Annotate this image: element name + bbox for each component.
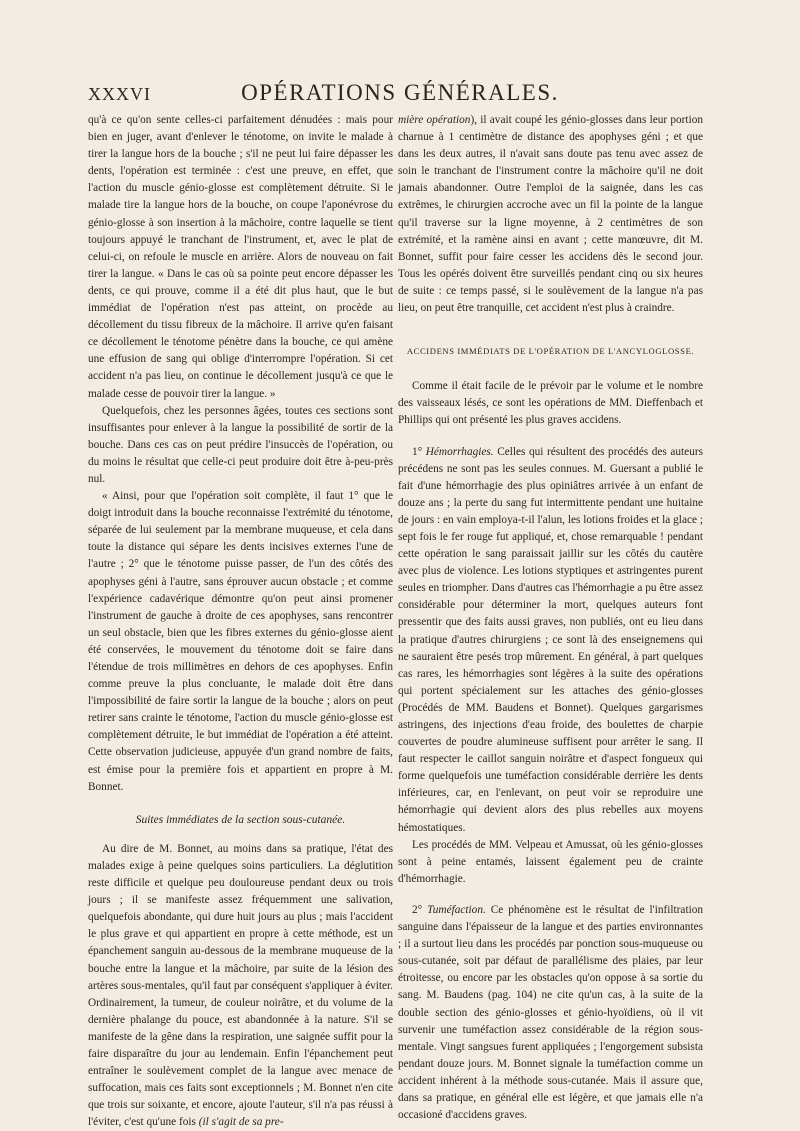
left-column [88,112,393,1131]
paragraph: Comme il était facile de le prévoir par le volume et le nombre des vaisseaux lésés, ce sont les opérations de MM. Dieffenbach et Phillips qui ont présenté les plus graves accidens. [398,380,703,427]
paragraph [398,444,703,837]
right-column [398,112,703,1124]
item-title: Tuméfaction. [427,903,486,916]
paragraph-text: Au dire de M. Bonnet, au moins dans sa pratique, l'état des malades exige à peine quelques soins particuliers. La déglutition reste difficile et quelque peu douloureuse pendant deux ou trois jours ; il se manifeste assez fréquemment une salivation, quelquefois abondante, qui dure huit jours au plus ; mais l'accident le plus grave et qui appartient en propre à cette méthode, est un épanchement sanguin au-dessous de la membrane muqueuse de la bouche entre la langue et la mâchoire, par suite de la lésion des artères sous-mentales, qu'il faut par conséquent s'appliquer à éviter. Ordinairement, la tumeur, de couleur noirâtre, et du volume de la dernière phalange du pouce, est abandonnée à la nature. S'il se manifeste de la gêne dans la respiration, une saignée suffit pour la faire disparaître du jour au lendemain. Enfin l'épanchement peut entraîner le soulèvement complet de la langue avec menace de suffocation, mais ces faits sont exceptionnels ; M. Bonnet n'en cite que trois sur soixante, et encore, ajoute l'auteur, s'il n'a pas réussi à l'éviter, c'est qu'une fois [88,842,393,1129]
paragraph [398,902,703,1124]
paragraph-text: ), il avait coupé les génio-glosses dans leur portion charnue à 1 centimètre de distance des apophyses géni ; et que dans les deux autres, il n'avait sans doute pas tenu avec assez de soin le tranchant de l'instrument contre la mâchoire qu'il ne doit jamais abandonner. Outre l'emploi de la saignée, dans les cas extrêmes, le chirurgien accroche avec un fil la pointe de la langue qu'il traverse sur la ligne moyenne, à 2 centimètres de son extrémité, et la ramène ainsi en avant ; cette manœuvre, dit M. Bonnet, suffit pour faire cesser les accidens dès le second jour. Tous les opérés doivent être surveillés pendant cinq ou six heures de suite : ce temps passé, si le soulèvement de la langue n'a pas lieu, on peut être tranquille, cet accident n'est plus à craindre. [398,114,703,315]
section-heading: ACCIDENS IMMÉDIATS DE L'OPÉRATION DE L'ANCYLOGLOSSE. [406,346,695,357]
paragraph: qu'à ce qu'on sente celles-ci parfaitement dénudées : mais pour bien en juger, avant d'enlever le ténotome, on invite le malade à tirer la langue hors de la bouche ; s'il ne peut lui faire dépasser les dents, l'opération est terminée : c'est une preuve, en effet, que l'action du muscle génio-glosse est complètement détruite. Si le malade tire la langue hors de la bouche, on coupe l'aponévrose du génio-glosse à son insertion à la mâchoire, contre laquelle se tient toujours appuyé le tranchant de l'instrument, et, avec le plat de celui-ci, on refoule le muscle en arrière. Alors de nouveau on fait tirer la langue. « Dans le cas où sa pointe peut encore dépasser les dents, ce qui prouve, comme il a été dit plus haut, que le but immédiat de l'opération n'est pas atteint, on procède au décollement du tissu fibreux de la mâchoire. Il arrive qu'en faisant ce décollement le ténotome pénètre dans la bouche, ce qui amène une effusion de sang qui oblige d'interrompre l'opération. Si cet accident n'a pas lieu, on continue le décollement jusqu'à ce que le malade cesse de pouvoir tirer la langue. » [88,114,393,400]
item-number: 2° [412,903,423,916]
italic-text: mière opération [398,114,471,126]
italic-text: (il s'agit de sa pre- [198,1116,284,1129]
paragraph-text: Ce phénomène est le résultat de l'infiltration sanguine dans l'épaisseur de la langue et des parties environnantes ; il a surtout lieu dans les procédés par ponction sous-muqueuse ou sous-cutanée, soit par défaut de parallélisme des plaies, par leur étroitesse, ou encore par les obstacles qu'on oppose à sa sortie du sang. M. Baudens (pag. 104) ne cite qu'un cas, à la suite de la double section des génio-glosses et génio-hyoïdiens, où il vit survenir une tuméfaction assez considérable de la région sous-mentale. Vingt sangsues furent appliquées ; l'engorgement subsista pendant douze jours. M. Bonnet signale la tuméfaction comme un accident inhérent à la méthode sous-cutanée. Mais il assure que, dans sa pratique, en général elle est légère, et que jamais elle n'a occasioné d'accidens graves. [398,903,704,1122]
running-title: OPÉRATIONS GÉNÉRALES. [241,80,559,105]
item-number: 1° [412,445,423,458]
paragraph: « Ainsi, pour que l'opération soit complète, il faut 1° que le doigt introduit dans la bouche reconnaisse l'extrémité du ténotome, séparée de lui seulement par la membrane muqueuse, et cela dans toute la distance qui sépare les dents incisives externes l'une de l'autre ; 2° que le ténotome puisse passer, de l'un des côtés des apophyses géni à l'autre, sans éprouver aucun obstacle ; et comme l'expérience cadavérique démontre qu'on peut ainsi promener l'instrument de gauche à droite de ces apophyses, sans rencontrer un seul obstacle, bien que les fibres externes du génio-glosse aient été conservées, le mouvement du ténotome doit se faire dans l'étendue de trois millimètres en dehors de ces apophyses. Enfin comme preuve la plus concluante, le malade doit être dans l'impossibilité de faire sortir la langue de la bouche ; alors on peut retirer sans crainte le ténotome, l'action du muscle génio-glosse est complètement détruite, le but immédiat de l'opération a été atteint. Cette observation judicieuse, appuyée d'un grand nombre de faits, est émise pour la première fois et appartient en propre à M. Bonnet. [88,490,393,793]
page-header [88,80,712,110]
paragraph-text: Celles qui résultent des procédés des auteurs précédens ne sont pas les seules connues. M. Guersant a publié le fait d'une hémorrhagie des plus opiniâtres arrivée à un enfant de douze ans ; la perte du sang fut intermittente pendant une huitaine de jours : en vain employa-t-il l'alun, les lotions froides et la glace ; sept fois le fer rouge fut appliqué, et, chose remarquable ! pendant cette opération le sang paraissait jaillir sur les côtés du cautère avec plus de violence. Les lotions styptiques et astringentes purent seules en triompher. Dans d'autres cas l'hémorrhagie a pu être assez considérable pour déterminer la mort, quelques auteurs font pressentir que des faits aussi graves, non publiés, ont eu lieu dans la pratique d'autres chirurgiens ; ce sont là des enseignemens qui ne sauraient être pesés trop mûrement. En général, à part quelques cas rares, les hémorrhagies sont légères à la suite des opérations qui portent spécialement sur les attaches des génio-glosses (Procédés de MM. Baudens et Bonnet). Quelques gargarismes astringens, des injections d'eau froide, des boulettes de charpie couvertes de poudre alumineuse suffisent pour arrêter le sang. Il faut respecter le caillot sanguin noirâtre et d'aspect fongueux qui forme quelquefois une tuméfaction considérable derrière les dents inférieures, car, en l'enlevant, on peut voir se reproduire une hémorrhagie qui devient alors des plus rebelles aux moyens hémostatiques. [398,445,703,834]
page-number: XXXVI [88,84,151,104]
paragraph [398,112,703,317]
paragraph: Quelquefois, chez les personnes âgées, toutes ces sections sont insuffisantes pour enlever à la langue la possibilité de sortir de la bouche. Dans ces cas on peut prédire l'insuccès de l'opération, ou du moins le résultat que celle-ci peut produire doit être à-peu-près nul. [88,404,393,485]
item-title: Hémorrhagies. [425,445,494,458]
subheading: Suites immédiates de la section sous-cutanée. [135,813,346,826]
paragraph [88,841,393,1131]
paragraph: Les procédés de MM. Velpeau et Amussat, où les génio-glosses sont à peine entamés, laissent également peu de crainte d'hémorrhagie. [398,838,703,885]
